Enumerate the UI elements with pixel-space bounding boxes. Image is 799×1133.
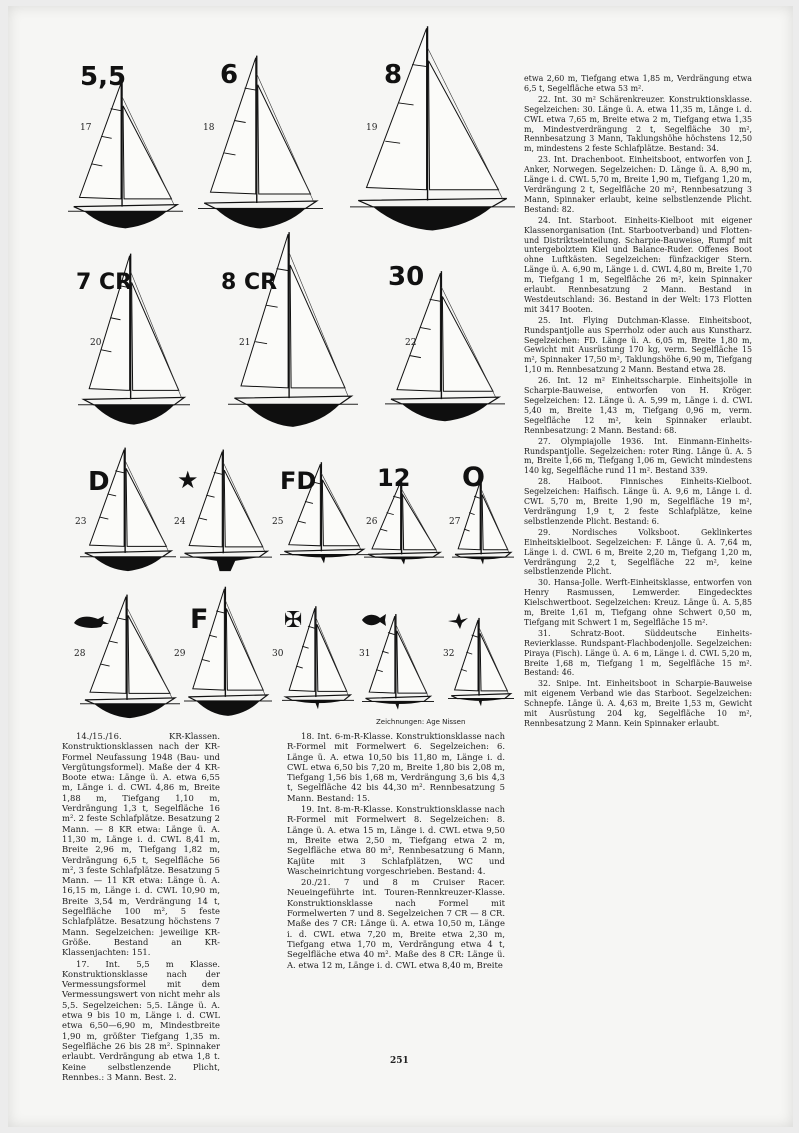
figure-number: 32 <box>443 649 455 659</box>
keel <box>372 701 424 709</box>
mainsail <box>372 482 401 550</box>
figure-number: 31 <box>359 649 371 659</box>
figure-number: 21 <box>239 338 251 348</box>
hull <box>188 695 267 701</box>
boat-illustration-21 <box>228 228 358 433</box>
boat-illustration-23 <box>80 445 176 575</box>
paragraph: 25. Int. Flying Dutchman-Klasse. Einheitsboot, Rundspantjolle aus Sperrholz oder auch aus Kunstharz. Segelzeichen: FD. Länge ü. A. 6,05 m, Breite 1,80 m, Gewicht mit Ausrüstung 170 kg, verm. Segelfläche 15 m², Spinnaker 17,50 m², Taklungshöhe 6,90 m, Tiefgang 1,10 m. Rennbesatzung 2 Mann. Bestand etwa 28. <box>524 315 752 375</box>
figure-number: 22 <box>405 338 417 348</box>
mainsail <box>367 28 427 189</box>
sail-symbol-o: O <box>462 462 485 493</box>
keel <box>373 207 492 231</box>
sail-symbol-8: 8 <box>384 60 403 90</box>
hull <box>368 552 440 557</box>
figure-number: 24 <box>174 517 186 527</box>
sail-symbol-f: F <box>190 604 209 635</box>
sail-symbol-d: D <box>88 467 110 497</box>
sail-symbol-30: 30 <box>388 262 425 292</box>
figure-number: 25 <box>272 517 284 527</box>
figure-number: 26 <box>366 517 378 527</box>
figure-number: 28 <box>74 649 86 659</box>
keel <box>292 555 355 564</box>
paragraph: 30. Hansa-Jolle. Werft-Einheitsklasse, entworfen von Henry Rasmussen, Lemwerder. Eingedecktes Kielschwertboot. Segelzeichen: Kreuz. Länge ü. A. 5,85 m, Breite 1,61 m, Tiefgang ohne Schwert 0,50 m, Tiefgang mit Schwert 1 m, Segelfläche 15 m². <box>524 578 752 627</box>
hull <box>85 551 171 557</box>
paragraph: 26. Int. 12 m² Einheitsscharpie. Einheitsjolle in Scharpie-Bauweise, entworfen von H. Kröger. Segelzeichen: 12. Länge ü. A. 5,99 m, Länge i. d. CWL 5,40 m, Breite 1,43 m, Tiefgang 0,96 m, verm. Segelfläche 12 m², kein Spinnaker erlaubt. Rennbesatzung: 2 Mann. Bestand: 68. <box>524 376 752 435</box>
keel <box>94 704 166 718</box>
figure-number: 19 <box>366 123 378 133</box>
hull <box>84 397 185 404</box>
hull <box>358 198 507 206</box>
text-column-left <box>62 731 220 1082</box>
paragraph: 20./21. 7 und 8 m Cruiser Racer. Neueingeführte int. Touren-Rennkreuzer-Klasse. Konstruktionsklasse nach Formel mit Formelwerten 7 und 8. Segelzeichen 7 CR — 8 CR. Maße des 7 CR: Länge ü. A. etwa 10,50 m, Länge i. d. CWL etwa 7,20 m, Breite etwa 2,30 m, Tiefgang etwa 1,70 m, Verdrängung etwa 4 t, Segelfläche etwa 40 m². Maße des 8 CR: Länge ü. A. etwa 12 m, Länge i. d. CWL etwa 8,40 m, Breite <box>287 877 505 970</box>
paragraph: 27. Olympiajolle 1936. Int. Einmann-Einheits-Rundspantjolle. Segelzeichen: roter Ring. Länge ü. A. 5 m, Breite 1,66 m, Tiefgang 1,06 m, Gewicht mindestens 140 kg, Segelfläche rund 11 m². Bestand 339. <box>524 436 752 476</box>
keel <box>84 211 167 228</box>
paragraph: 28. Haiboot. Finnisches Einheits-Kielboot. Segelzeichen: Haifisch. Länge ü. A. 9,6 m, Länge i. d. CWL 5,70 m, Breite 1,90 m, Segelfläche 19 m², Verdrängung 1,9 t, 2 feste Schlafplätze, keine selbstlenzende Plicht. Bestand: 6. <box>524 477 752 526</box>
fish-icon <box>360 612 388 628</box>
paragraph: 24. Int. Starboot. Einheits-Kielboot mit eigener Klassenorganisation (Int. Starbootverband) und Flotten- und Distriktseinteilung. Scharpie-Bauweise, Rumpf mit untergebolztem Kiel und Balance-Ruder. Offenes Boot ohne Luftkästen. Segelzeichen: fünfzackiger Stern. Länge ü. A. 6,90 m, Länge i. d. CWL 4,80 m, Breite 1,70 m, Tiefgang 1 m, Segelfläche 26 m², kein Spinnaker erlaubt. Rennbesatzung 2 Mann. Bestand in Westdeutschland: 36. Bestand in der Welt: 173 Flotten mit 3417 Booten. <box>524 215 752 314</box>
paragraph: 18. Int. 6-m-R-Klasse. Konstruktionsklasse nach R-Formel mit Formelwert 6. Segelzeichen: 6. Länge ü. A. etwa 10,50 bis 11,80 m, Länge i. d. CWL etwa 6,50 bis 7,20 m, Breite 1,80 bis 2,08 m, Tiefgang 1,56 bis 1,68 m, Verdrängung 3,6 bis 4,3 t, Segelfläche 42 bis 44,30 m². Rennbesatzung 5 Mann. Bestand: 15. <box>287 731 505 803</box>
hull <box>284 549 363 554</box>
figure-number: 17 <box>80 123 92 133</box>
whale-icon <box>72 612 110 632</box>
figure-number: 20 <box>90 338 102 348</box>
boat-illustration-18 <box>198 52 323 234</box>
star-icon: ★ <box>177 466 199 494</box>
text-column-right <box>524 74 752 729</box>
hull <box>451 694 510 699</box>
paragraph: 29. Nordisches Volksboot. Geklinkertes Einheitskielboot. Segelzeichen: F. Länge ü. A. 7,64 m, Länge i. d. CWL 6 m, Breite 2,20 m, Tiefgang 1,20 m, Verdrängung 2,2 t, Segelfläche 22 m², keine selbstlenzende Plicht. <box>524 527 752 577</box>
keel <box>402 404 488 421</box>
paragraph: 32. Snipe. Int. Einheitsboot in Scharpie-Bauweise mit eigenem Verband wie das Starboot. Segelzeichen: Schnepfe. Länge ü. A. 4,63 m, Breite 1,53 m, Gewicht mit Ausrüstung 204 kg, Segelfläche 10 m², Rennbesatzung 2 Mann. Kein Spinnaker erlaubt. <box>524 679 752 728</box>
hull <box>286 695 351 700</box>
keel <box>216 209 306 229</box>
keel <box>94 405 175 425</box>
hull <box>455 552 511 557</box>
figure-number: 23 <box>75 517 87 527</box>
keel <box>196 701 259 716</box>
sail-symbol-12: 12 <box>377 464 411 492</box>
mainsail <box>80 83 122 199</box>
page-number: 251 <box>390 1056 409 1066</box>
hull <box>185 551 268 557</box>
sail-symbol-5-5: 5,5 <box>80 62 127 92</box>
keel <box>246 404 340 427</box>
hull <box>235 396 352 404</box>
paragraph: 19. Int. 8-m-R-Klasse. Konstruktionsklasse nach R-Formel mit Formelwert 8. Segelzeichen: 8. Länge ü. A. etwa 15 m, Länge i. d. CWL etwa 9,50 m, Breite etwa 2,50 m, Tiefgang etwa 2 m, Segelfläche etwa 80 m², Rennbesatzung 6 Mann, Kajüte mit 3 Schlafplätzen, WC und Wascheinrichtung vorgeschrieben. Bestand: 4. <box>287 804 505 876</box>
mainsail <box>241 234 288 388</box>
mainsail <box>455 620 478 691</box>
keel <box>193 557 259 571</box>
hull <box>366 696 431 701</box>
figure-number: 27 <box>449 517 461 527</box>
hull <box>204 201 317 208</box>
mainsail <box>90 450 125 547</box>
bird-icon <box>447 612 469 630</box>
illustration-credit: Zeichnungen: Age Nissen <box>376 718 466 726</box>
sail-symbol-7cr: 7 CR <box>76 270 133 295</box>
keel <box>457 699 505 707</box>
keel <box>93 557 162 571</box>
paragraph: etwa 2,60 m, Tiefgang etwa 1,85 m, Verdrängung etwa 6,5 t, Segelfläche etwa 53 m². <box>524 74 752 93</box>
hull <box>74 205 178 212</box>
paragraph: 17. Int. 5,5 m Klasse. Konstruktionsklasse nach der Vermessungsformel mit dem Vermessungswert von nicht mehr als 5,5. Segelzeichen: 5,5. Länge ü. A. etwa 9 bis 10 m, Länge i. d. CWL etwa 6,50—6,90 m, Mindestbreite 1,90 m, größter Tiefgang 1,35 m. Segelfläche 26 bis 28 m². Spinnaker erlaubt. Verdrängung ab etwa 1,8 t. Keine selbstlenzende Plicht, Rennbes.: 3 Mann. Best. 2. <box>62 958 220 1082</box>
keel <box>461 557 506 564</box>
jib-sail <box>429 61 499 190</box>
hull <box>85 698 175 704</box>
figure-number: 29 <box>174 649 186 659</box>
hull <box>391 397 499 404</box>
paragraph: 23. Int. Drachenboot. Einheitsboot, entworfen von J. Anker, Norwegen. Segelzeichen: D. Länge ü. A. 8,90 m, Länge i. d. CWL 5,70 m, Breite 1,90 m, Tiefgang 1,20 m, Verdrängung 2 t, Segelfläche 20 m², Rennbesatzung 3 Mann, Spinnaker erlaubt, keine selbstlenzende Plicht. Bestand: 82. <box>524 155 752 214</box>
boat-illustration-17 <box>68 78 183 233</box>
sail-symbol-fd: FD <box>280 467 317 495</box>
text-column-middle <box>287 731 505 970</box>
paragraph: 14./15./16. KR-Klassen. Konstruktionsklassen nach der KR-Formel Neufassung 1948 (Bau- und Vergütungsformel). Maße der 4 KR-Boote etwa: Länge ü. A. etwa 6,55 m, Länge i. d. CWL 4,86 m, Breite 1,88 m, Tiefgang 1,10 m, Verdrängung 1,3 t, Segelfläche 16 m². 2 feste Schlafplätze. Besatzung 2 Mann. — 8 KR etwa: Länge ü. A. 11,30 m, Länge i. d. CWL 8,41 m, Breite 2,96 m, Tiefgang 1,82 m, Verdrängung 6,5 t, Segelfläche 56 m², 3 feste Schlafplätze. Besatzung 5 Mann. — 11 KR etwa: Länge ü. A. 16,15 m, Länge i. d. CWL 10,90 m, Breite 3,54 m, Verdrängung 14 t, Segelfläche 100 m², 5 feste Schlafplätze. Besatzung höchstens 7 Mann. Segelzeichen: jeweilige KR-Größe. Bestand an KR-Klassenjachten: 151. <box>62 731 220 958</box>
boat-illustration-32 <box>448 616 514 712</box>
paragraph: 22. Int. 30 m² Schärenkreuzer. Konstruktionsklasse. Segelzeichen: 30. Länge ü. A. etwa 11,35 m, Länge i. d. CWL etwa 7,65 m, Breite etwa 2 m, Tiefgang etwa 1,35 m, Mindestverdrängung 2 t, Segelfläche 30 m², Rennbesatzung 3 Mann, Taklungshöhe höchstens 12,50 m, mindestens 2 feste Schlafplätze. Bestand: 34. <box>524 94 752 154</box>
keel <box>292 700 344 709</box>
keel <box>375 557 433 564</box>
paragraph: 31. Schratz-Boot. Süddeutsche Einheits-Revierklasse. Rundspant-Flachbodenjolle. Segelzeichen: Piraya (Fisch). Länge ü. A. 6 m, Länge i. d. CWL 5,20 m, Breite 1,68 m, Tiefgang 1 m, Segelfläche 15 m². Bestand: 46. <box>524 628 752 678</box>
figure-number: 18 <box>203 123 215 133</box>
figure-number: 30 <box>272 649 284 659</box>
cross-icon: ✠ <box>284 608 303 633</box>
sail-symbol-8cr: 8 CR <box>221 270 278 295</box>
sail-symbol-6: 6 <box>220 60 239 90</box>
jib-sail <box>290 265 345 388</box>
